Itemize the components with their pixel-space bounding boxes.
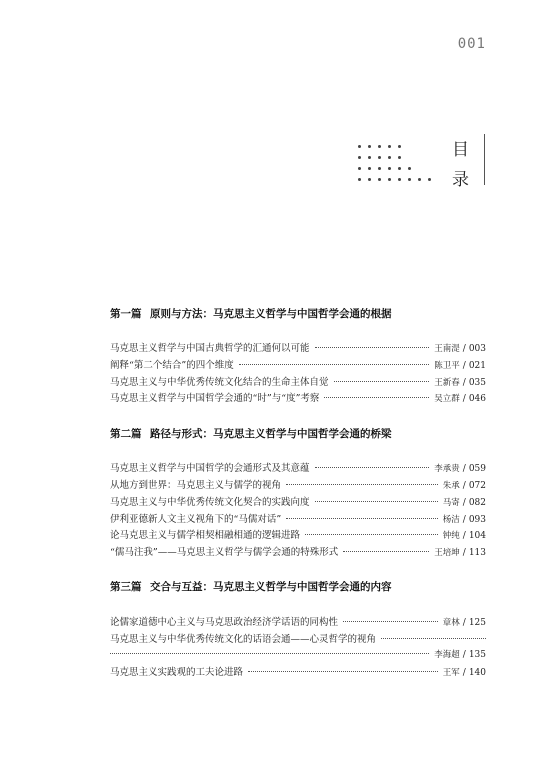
entry-page: 059	[468, 464, 486, 475]
entry-title: 马克思主义哲学与中国哲学会通的“时”与“度”考察	[110, 393, 320, 405]
part-title: 路径与形式：马克思主义哲学与中国哲学会通的桥梁	[150, 427, 392, 440]
part-heading	[110, 304, 486, 322]
dot-leader	[334, 381, 430, 382]
toc-entry[interactable]	[110, 631, 486, 648]
dot-leader	[343, 621, 438, 622]
dot-leader	[315, 501, 438, 502]
entry-page: 135	[468, 649, 486, 660]
toc-title-char-2: 录	[452, 170, 469, 190]
title-divider	[484, 134, 485, 185]
slash-separator: /	[462, 668, 466, 679]
toc-title-char-1: 目	[452, 140, 469, 160]
dot-row	[358, 152, 438, 163]
dot-leader	[381, 638, 486, 639]
entry-title: 阐释“第二个结合”的四个维度	[110, 359, 234, 371]
toc-entry[interactable]	[110, 544, 486, 561]
entry-title: 伊利亚德新人文主义视角下的“马儒对话”	[110, 513, 282, 525]
dot-row	[358, 174, 438, 185]
entry-page: 003	[468, 344, 486, 354]
entry-author: 钟纯	[442, 531, 460, 542]
dot-leader	[343, 551, 429, 552]
entry-title: 从地方到世界：马克思主义与儒学的视角	[110, 479, 282, 491]
entry-list	[110, 614, 486, 681]
toc-entry[interactable]	[110, 511, 486, 528]
part-heading	[110, 578, 486, 596]
slash-separator: /	[462, 514, 466, 525]
entry-title: 马克思主义实践观的工夫论进路	[110, 667, 244, 679]
part-section-2	[110, 424, 486, 561]
slash-separator: /	[462, 497, 466, 508]
entry-title: 马克思主义与中华优秀传统文化结合的生命主体自觉	[110, 376, 329, 388]
part-title: 交合与互益：马克思主义哲学与中国哲学会通的内容	[150, 581, 392, 594]
entry-list	[110, 340, 486, 407]
dot-leader	[324, 397, 429, 398]
part-section-1	[110, 304, 486, 407]
toc-entry-continuation[interactable]	[110, 648, 486, 665]
page-number: 001	[457, 36, 486, 52]
slash-separator: /	[462, 344, 466, 354]
dot-leader	[315, 347, 430, 348]
dot-row	[358, 141, 438, 152]
entry-page: 021	[468, 360, 486, 371]
toc-entry[interactable]	[110, 460, 486, 477]
entry-title: 论马克思主义与儒学相契相融相通的逻辑进路	[110, 530, 301, 542]
entry-page: 082	[468, 497, 486, 508]
slash-separator: /	[462, 464, 466, 475]
slash-separator: /	[462, 480, 466, 491]
entry-list	[110, 460, 486, 561]
slash-separator: /	[462, 394, 466, 405]
slash-separator: /	[462, 531, 466, 542]
entry-author: 王军	[442, 668, 460, 679]
entry-page: 140	[468, 668, 486, 679]
dot-leader	[248, 671, 438, 672]
toc-entry[interactable]	[110, 357, 486, 374]
entry-page: 125	[468, 617, 486, 628]
part-number: 第二篇	[110, 427, 142, 440]
slash-separator: /	[462, 548, 466, 559]
dot-leader	[315, 467, 430, 468]
table-of-contents	[110, 304, 486, 698]
dot-leader	[305, 534, 438, 535]
entry-author: 李承贵	[434, 464, 460, 475]
entry-page: 093	[468, 514, 486, 525]
part-number: 第一篇	[110, 307, 142, 320]
entry-title: 马克思主义与中华优秀传统文化的话语会通——心灵哲学的视角	[110, 633, 377, 645]
dot-leader	[239, 364, 430, 365]
entry-author: 陈卫平	[434, 360, 460, 371]
entry-title: 马克思主义哲学与中国古典哲学的汇通何以可能	[110, 343, 310, 354]
entry-page: 104	[468, 531, 486, 542]
toc-entry[interactable]	[110, 614, 486, 631]
part-heading	[110, 424, 486, 442]
toc-entry[interactable]	[110, 664, 486, 681]
entry-page: 046	[468, 394, 486, 405]
toc-entry[interactable]	[110, 494, 486, 511]
entry-page: 072	[468, 480, 486, 491]
slash-separator: /	[462, 617, 466, 628]
part-section-3	[110, 578, 486, 681]
entry-author: 李海超	[434, 649, 460, 660]
entry-author: 王南湜	[434, 344, 460, 354]
entry-author: 章林	[442, 617, 460, 628]
dot-leader	[286, 484, 438, 485]
entry-author: 王培坤	[434, 548, 460, 559]
slash-separator: /	[462, 377, 466, 388]
slash-separator: /	[462, 360, 466, 371]
entry-page: 035	[468, 377, 486, 388]
entry-author: 吴立群	[434, 394, 460, 405]
entry-author: 朱承	[442, 480, 460, 491]
entry-author: 王新春	[434, 377, 460, 388]
slash-separator: /	[462, 649, 466, 660]
toc-entry[interactable]	[110, 390, 486, 407]
entry-title: 论儒家道德中心主义与马克思政治经济学话语的同构性	[110, 616, 339, 628]
part-title: 原则与方法：马克思主义哲学与中国哲学会通的根据	[150, 307, 392, 320]
toc-entry[interactable]	[110, 477, 486, 494]
dot-leader	[286, 518, 438, 519]
dot-leader	[110, 653, 429, 654]
entry-author: 杨洁	[442, 514, 460, 525]
entry-title: 马克思主义哲学与中国哲学的会通形式及其意蕴	[110, 463, 310, 475]
decorative-dot-grid	[358, 141, 438, 185]
toc-entry[interactable]	[110, 527, 486, 544]
entry-page: 113	[468, 548, 486, 559]
part-number: 第三篇	[110, 581, 142, 594]
dot-row	[358, 163, 438, 174]
entry-author: 马寄	[442, 497, 460, 508]
entry-title: 马克思主义与中华优秀传统文化契合的实践向度	[110, 496, 310, 508]
entry-title: “儒马注我”——马克思主义哲学与儒学会通的特殊形式	[110, 547, 339, 559]
toc-entry[interactable]	[110, 340, 486, 357]
toc-entry[interactable]	[110, 374, 486, 391]
